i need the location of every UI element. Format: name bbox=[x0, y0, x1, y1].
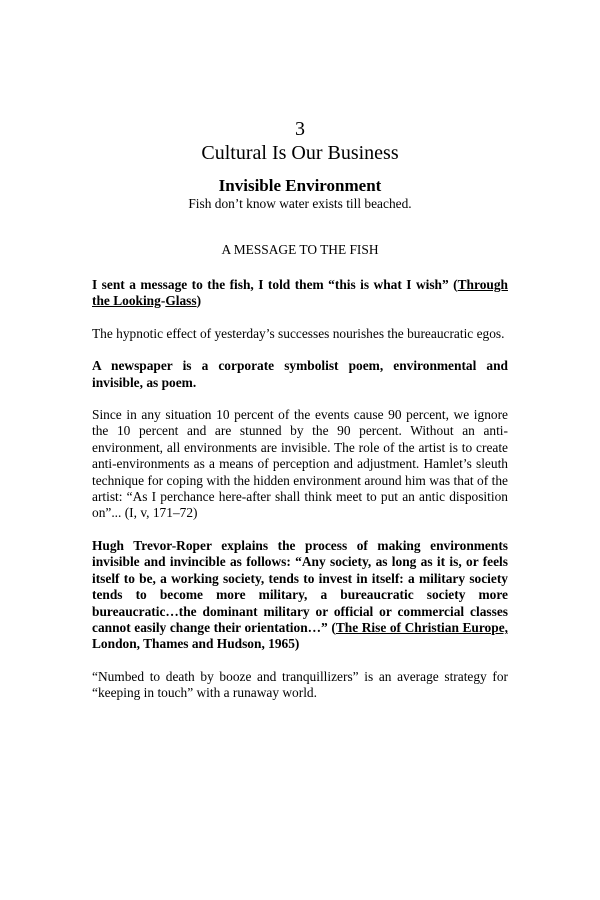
paragraph-1-end: ) bbox=[196, 293, 202, 309]
document-page bbox=[92, 118, 508, 702]
book-title-ref-1: Through the Looking bbox=[92, 277, 508, 309]
chapter-number: 3 bbox=[295, 118, 305, 140]
heading: A MESSAGE TO THE FISH bbox=[221, 242, 379, 257]
book-title-ref-2: Glass bbox=[165, 293, 197, 309]
paragraph-1-dash: - bbox=[160, 293, 166, 309]
chapter-title: Cultural Is Our Business bbox=[201, 142, 399, 164]
epigraph: Fish don’t know water exists till beached. bbox=[188, 196, 412, 211]
paragraph-1 bbox=[92, 277, 508, 310]
book-title-ref-3: The Rise of Christian Europe, bbox=[335, 619, 508, 635]
paragraph-1-text: I sent a message to the fish, I told them “this is what I wish” ( bbox=[92, 277, 458, 292]
paragraph-5 bbox=[92, 538, 508, 653]
section-title: Invisible Environment bbox=[218, 176, 382, 195]
paragraph-4: Since in any situation 10 percent of the events cause 90 percent, we ignore the 10 percent and are stunned by the 90 percent. Without an anti-environment, all environments are invisible. The role of the artist is to create anti-environments as a means of perception and adjustment. Hamlet’s sleuth technique for coping with the hidden environment around him was that of the artist: “As I perchance here-after shall think meet to put an antic disposition on”... (I, v, 171–72) bbox=[92, 407, 508, 521]
paragraph-5-text: Hugh Trevor-Roper explains the process of making environments invisible and invincible as follows: “Any society, as long as it is, or feels itself to be, a working society, tends to invest in itself: a military society tends to become more military, a bureaucratic society more bureaucratic…the dominant military or official or commercial classes cannot easily change their orientation…” ( bbox=[92, 537, 508, 635]
paragraph-3: A newspaper is a corporate symbolist poem, environmental and invisible, as poem. bbox=[92, 358, 508, 390]
paragraph-5-end: London, Thames and Hudson, 1965) bbox=[92, 636, 300, 652]
paragraph-2: The hypnotic effect of yesterday’s successes nourishes the bureaucratic egos. bbox=[92, 325, 505, 341]
paragraph-6: “Numbed to death by booze and tranquillizers” is an average strategy for “keeping in touch” with a runaway world. bbox=[92, 668, 508, 701]
